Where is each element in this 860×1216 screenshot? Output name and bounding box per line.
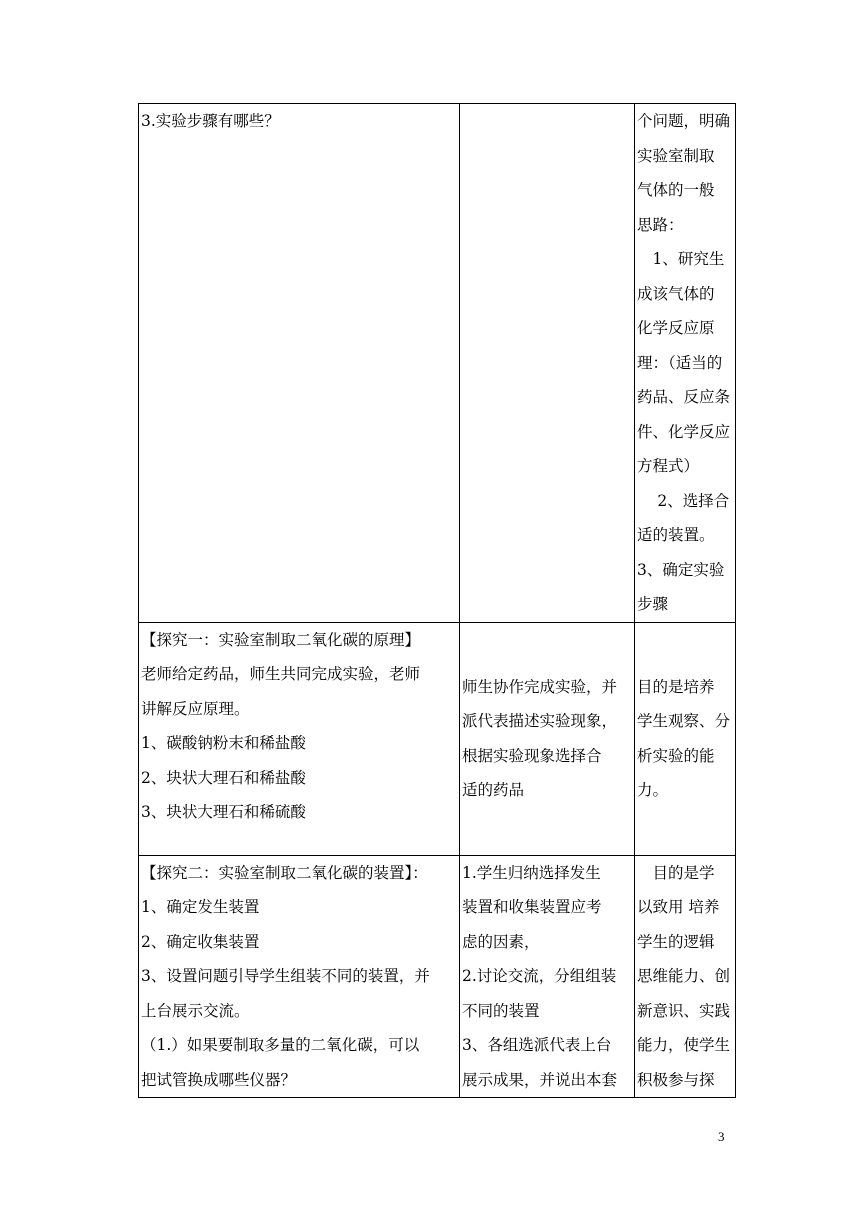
cell-line: 思路： (637, 215, 684, 234)
table-cell (139, 104, 460, 623)
cell-line: 力。 (637, 781, 669, 799)
table-row (139, 622, 736, 855)
cell-line: 3、块状大理石和稀硫酸 (141, 803, 306, 821)
cell-line: 学生的逻辑 (637, 932, 715, 951)
cell-line: 展示成果，并说出本套 (462, 1070, 618, 1089)
cell-line: 1.学生归纳选择发生 (462, 863, 601, 882)
cell-line: 药品、反应条 (637, 388, 731, 406)
table-cell (139, 855, 460, 1098)
cell-line: 适的装置。 (637, 526, 715, 544)
cell-line: 2、确定收集装置 (141, 932, 260, 951)
cell-line: 步骤 (637, 595, 669, 613)
cell-line: 【探究二：实验室制取二氧化碳的装置】： (141, 863, 428, 882)
page-number: 3 (718, 1129, 725, 1144)
lesson-plan-table (138, 103, 736, 1098)
cell-line: 1、碳酸钠粉末和稀盐酸 (141, 734, 306, 752)
table-cell (139, 622, 460, 855)
cell-line: 件、化学反应 (637, 422, 731, 441)
cell-line: 根据实验现象选择合 (462, 746, 602, 765)
cell-line: 1、研究生 (637, 250, 725, 268)
cell-line: 师生协作完成实验，并 (462, 677, 618, 696)
cell-line: 装置和收集装置应考 (462, 898, 602, 916)
table-row (139, 855, 736, 1098)
cell-line: 化学反应原 (637, 319, 715, 337)
cell-line: 能力，使学生 (637, 1036, 731, 1054)
table-cell (635, 622, 736, 855)
cell-line: 派代表描述实验现象， (462, 712, 618, 730)
cell-line: （1.）如果要制取多量的二氧化碳，可以 (141, 1036, 420, 1054)
cell-line: 个问题，明确 (637, 112, 731, 130)
cell-line: 2、选择合 (637, 491, 730, 510)
cell-line: 气体的一般 (637, 181, 715, 199)
table-cell (460, 104, 635, 623)
table-row (139, 104, 736, 623)
cell-line: 上台展示交流。 (141, 1001, 250, 1020)
table-cell (460, 855, 635, 1098)
cell-line: 理：（适当的 (637, 353, 723, 372)
cell-line: 2.讨论交流，分组组装 (462, 967, 617, 985)
cell-line: 目的是培养 (637, 677, 715, 696)
cell-line: 积极参与探 (637, 1070, 715, 1089)
cell-line: 析实验的能 (637, 746, 715, 765)
table-cell (635, 855, 736, 1098)
cell-line: 虑的因素， (462, 932, 540, 951)
cell-line: 老师给定药品，师生共同完成实验，老师 (141, 665, 421, 683)
cell-line: 【探究一：实验室制取二氧化碳的原理】 (141, 630, 421, 649)
cell-line: 适的药品 (462, 781, 525, 799)
cell-line: 方程式） (637, 457, 700, 475)
table-cell (635, 104, 736, 623)
cell-line: 3.实验步骤有哪些？ (141, 112, 280, 130)
cell-line: 实验室制取 (637, 146, 715, 165)
cell-line: 把试管换成哪些仪器？ (141, 1070, 297, 1089)
cell-line: 3、各组选派代表上台 (462, 1036, 612, 1054)
cell-line: 成该气体的 (637, 284, 715, 303)
cell-line: 3、设置问题引导学生组装不同的装置，并 (141, 967, 430, 985)
cell-line: 3、确定实验 (637, 560, 725, 579)
cell-line: 学生观察、分 (637, 712, 731, 730)
table-cell (460, 622, 635, 855)
cell-line: 2、块状大理石和稀盐酸 (141, 768, 306, 787)
cell-line: 目的是学 (637, 863, 715, 882)
cell-line: 1、确定发生装置 (141, 898, 260, 916)
cell-line: 讲解反应原理。 (141, 699, 250, 718)
cell-line: 思维能力、创 (637, 967, 731, 985)
cell-line: 以致用 培养 (637, 898, 720, 916)
cell-line: 新意识、实践 (637, 1001, 731, 1020)
cell-line: 不同的装置 (462, 1001, 540, 1020)
